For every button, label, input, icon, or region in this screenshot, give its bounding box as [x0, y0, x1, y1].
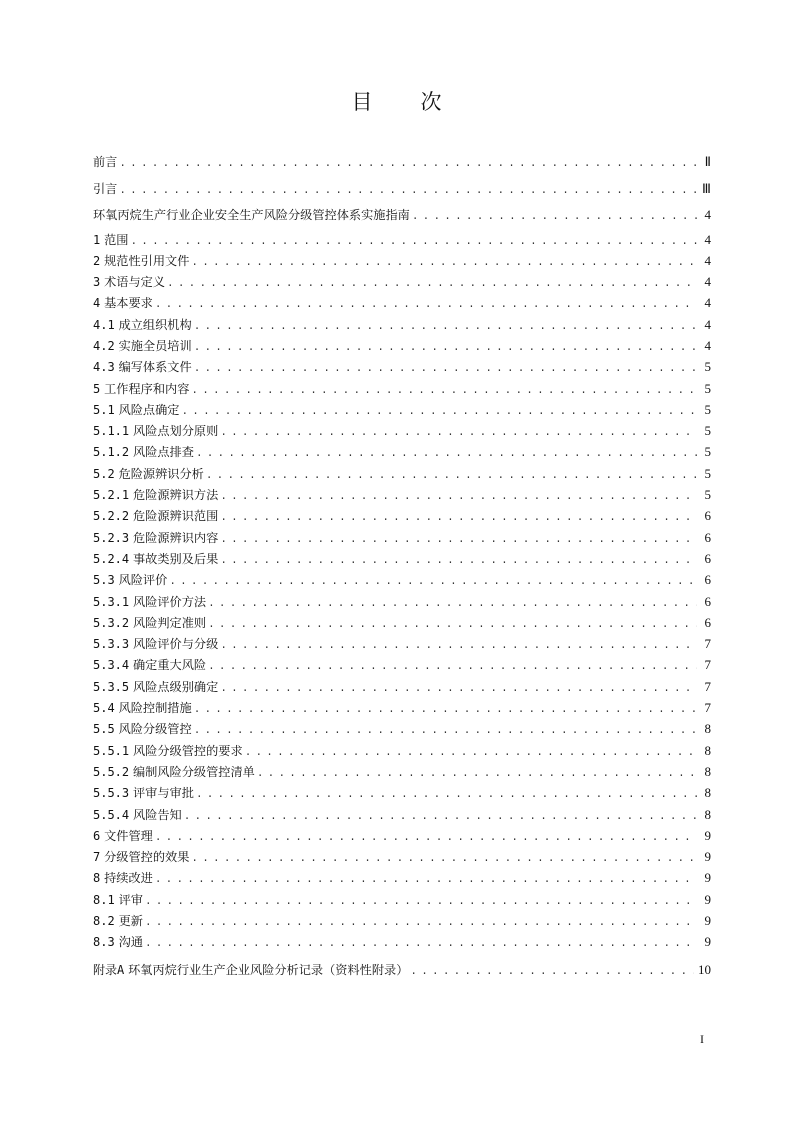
toc-entry-number: 5.2.4	[93, 551, 130, 566]
toc-entry-number: 5.1	[93, 402, 115, 417]
toc-entry[interactable]	[93, 697, 711, 718]
toc-entry-page: 6	[704, 572, 711, 588]
toc-entry-label	[93, 464, 204, 485]
toc-entry-label	[93, 655, 206, 676]
toc-entry-number: 5.3.5	[93, 679, 130, 694]
toc-entry-label	[93, 868, 153, 889]
toc-entry-page: 8	[704, 806, 711, 822]
toc-entry-label	[93, 783, 194, 804]
toc-entry[interactable]	[93, 202, 711, 229]
toc-entry-label	[93, 960, 408, 981]
toc-entry-page: 6	[704, 614, 711, 630]
dot-leader	[191, 253, 697, 274]
toc-entry-number: 5.3.4	[93, 658, 130, 673]
toc-entry-page: 4	[704, 207, 711, 222]
dot-leader	[220, 530, 697, 551]
toc-entry-page: 9	[704, 827, 711, 843]
dot-leader	[145, 913, 697, 934]
toc-entry-label	[93, 847, 189, 868]
toc-entry-label	[93, 400, 180, 421]
toc-entry-page: 5	[704, 423, 711, 439]
toc-entry-title: 事故类别及后果	[133, 551, 219, 566]
toc-entry-label	[93, 826, 153, 847]
toc-entry-page: 7	[704, 700, 711, 716]
toc-entry-number: 6	[93, 828, 101, 843]
toc-entry[interactable]	[93, 378, 711, 399]
toc-entry-page: 6	[704, 593, 711, 609]
toc-entry-title: 实施全员培训	[118, 338, 192, 353]
toc-entry-title: 沟通	[118, 935, 143, 950]
toc-entry-page: 6	[704, 508, 711, 524]
dot-leader	[184, 807, 697, 828]
toc-entry-page: 7	[704, 636, 711, 652]
toc-entry-label	[93, 421, 218, 442]
toc-entry-label	[93, 149, 117, 176]
toc-entry-label	[93, 528, 218, 549]
toc-entry-title: 规范性引用文件	[104, 253, 190, 268]
toc-entry[interactable]	[93, 548, 711, 569]
toc-entry-number: 5.1.2	[93, 445, 130, 460]
toc-entry[interactable]	[93, 463, 711, 484]
toc-entry-number: 5.5.2	[93, 764, 130, 779]
toc-entry-number: 8.1	[93, 892, 115, 907]
toc-entry[interactable]	[93, 718, 711, 739]
toc-entry[interactable]	[93, 612, 711, 633]
toc-entry-title: 评审	[118, 892, 143, 907]
toc-entry-label	[93, 202, 410, 229]
toc-entry-page: 4	[704, 252, 711, 268]
toc-entry-number: 5.3.2	[93, 615, 130, 630]
dot-leader	[145, 934, 697, 955]
dot-leader	[220, 551, 697, 572]
dot-leader	[145, 892, 697, 913]
toc-entry[interactable]	[93, 271, 711, 292]
toc-entry-label	[93, 506, 218, 527]
dot-leader	[220, 423, 697, 444]
toc-entry-title: 成立组织机构	[118, 317, 192, 332]
toc-entry[interactable]	[93, 356, 711, 377]
toc-entry-number: 5.2.3	[93, 530, 130, 545]
toc-entry-title: 危险源辨识范围	[133, 509, 219, 524]
toc-entry-label	[93, 230, 128, 251]
toc-entry-number: 5.5.3	[93, 786, 130, 801]
toc-entry-label	[93, 315, 192, 336]
toc-entry-title: 前言	[93, 155, 118, 169]
toc-entry[interactable]	[93, 959, 711, 980]
dot-leader	[220, 636, 697, 657]
toc-entry-title: 分级管控的效果	[104, 850, 190, 865]
toc-entry-title: 评审与审批	[133, 786, 194, 801]
toc-entry-page: 4	[704, 337, 711, 353]
toc-entry-label	[93, 442, 194, 463]
toc-entry-title: 风险分级管控的要求	[133, 743, 243, 758]
toc-entry-title: 风险点确定	[118, 402, 180, 417]
dot-leader	[220, 679, 697, 700]
toc-entry-title: 环氧丙烷行业生产企业风险分析记录（资料性附录）	[128, 962, 409, 977]
toc-entry-number: 5.3.1	[93, 594, 130, 609]
toc-entry[interactable]	[93, 335, 711, 356]
toc-entry[interactable]	[93, 740, 711, 761]
toc-entry-label	[93, 741, 243, 762]
toc-entry-number: 8	[93, 871, 101, 886]
toc-entry-number: 5.4	[93, 701, 115, 716]
toc-entry-page: Ⅱ	[704, 154, 711, 169]
toc-entry[interactable]	[93, 569, 711, 590]
toc-entry-page: Ⅲ	[702, 180, 711, 196]
toc-entry-page: 9	[704, 913, 711, 928]
toc-entry-title: 风险判定准则	[133, 615, 207, 630]
toc-entry-label	[93, 698, 192, 719]
toc-entry-title: 危险源辨识分析	[118, 466, 204, 481]
dot-leader	[196, 785, 697, 806]
dot-leader	[208, 657, 697, 678]
toc-entry-label	[93, 176, 117, 203]
toc-entry-number: 5.5	[93, 722, 115, 737]
toc-entry-title: 编写体系文件	[118, 360, 192, 375]
toc-entry-title: 范围	[104, 232, 129, 247]
toc-entry-page: 4	[704, 316, 711, 332]
toc-entry[interactable]	[93, 250, 711, 271]
toc-entry-page: 5	[704, 444, 711, 460]
toc-entry-number: 4.2	[93, 338, 115, 353]
dot-leader	[410, 962, 694, 983]
toc-entry-label	[93, 762, 255, 783]
title-char-2: 次	[420, 90, 442, 114]
toc-entry-page: 8	[704, 742, 711, 758]
toc-entry[interactable]	[93, 527, 711, 548]
dot-leader	[130, 232, 697, 253]
dot-leader	[182, 402, 698, 423]
toc-entry-page: 9	[704, 934, 711, 950]
toc-entry-number: 7	[93, 850, 101, 865]
toc-entry-number: 5.3	[93, 573, 115, 588]
toc-entry-page: 9	[704, 870, 711, 886]
toc-entry-title: 风险评价	[118, 573, 168, 588]
toc-entry-page: 8	[704, 721, 711, 737]
toc-entry-title: 文件管理	[104, 828, 153, 843]
toc-entry-number: 4.1	[93, 317, 115, 332]
toc-entry[interactable]	[93, 867, 711, 888]
toc-entry-page: 5	[704, 401, 711, 417]
dot-leader	[257, 764, 697, 785]
toc-entry-page: 10	[698, 961, 711, 977]
dot-leader	[155, 870, 697, 891]
toc-entry-page: 4	[704, 295, 711, 311]
toc-entry-title: 风险点划分原则	[133, 424, 219, 439]
toc-entry[interactable]	[93, 176, 711, 203]
toc-entry-page: 9	[704, 849, 711, 865]
toc-entry-title: 编制风险分级管控清单	[133, 764, 255, 779]
toc-entry-label	[93, 805, 182, 826]
toc-entry-page: 8	[704, 785, 711, 801]
toc-entry-page: 7	[704, 678, 711, 694]
toc-entry-label	[93, 634, 218, 655]
toc-entry-number: 附录A	[93, 962, 125, 977]
toc-entry-number: 4.3	[93, 360, 115, 375]
toc-entry-page: 4	[704, 231, 711, 247]
toc-entry-title: 基本要求	[104, 296, 153, 311]
toc-entry-label	[93, 570, 167, 591]
toc-entry-page: 5	[704, 359, 711, 375]
toc-entry[interactable]	[93, 889, 711, 910]
toc-entry-page: 6	[704, 529, 711, 545]
toc-entry-label	[93, 719, 192, 740]
toc-entry[interactable]	[93, 825, 711, 846]
toc-entry-label	[93, 336, 192, 357]
toc-entry-number: 5.3.3	[93, 637, 130, 652]
toc-entry-label	[93, 592, 206, 613]
toc-entry-number: 4	[93, 296, 101, 311]
dot-leader	[220, 487, 697, 508]
toc-entry-page: 5	[704, 465, 711, 481]
toc-entry-page: 5	[704, 487, 711, 503]
toc-entry[interactable]	[93, 399, 711, 420]
page-title	[0, 86, 793, 116]
dot-leader	[191, 381, 697, 402]
toc-entry-title: 持续改进	[104, 871, 153, 886]
toc-entry-number: 5.2.2	[93, 509, 130, 524]
toc-entry-number: 8.3	[93, 935, 115, 950]
dot-leader	[191, 849, 697, 870]
toc-entry-title: 风险控制措施	[118, 701, 192, 716]
dot-leader	[194, 317, 697, 338]
toc-entry-number: 1	[93, 232, 101, 247]
toc-entry-title: 术语与定义	[104, 275, 166, 290]
toc-entry-label	[93, 379, 189, 400]
toc-entry-label	[93, 890, 143, 911]
toc-entry-title: 环氧丙烷生产行业企业安全生产风险分级管控体系实施指南	[93, 208, 410, 222]
dot-leader	[220, 508, 697, 529]
toc-entry-label	[93, 293, 153, 314]
toc-entry-title: 工作程序和内容	[104, 381, 190, 396]
dot-leader	[208, 594, 697, 615]
toc-entry-number: 8.2	[93, 914, 115, 928]
dot-leader	[155, 828, 697, 849]
toc-entry[interactable]	[93, 761, 711, 782]
toc-entry-label	[93, 911, 143, 932]
dot-leader	[194, 721, 697, 742]
dot-leader	[119, 151, 697, 178]
dot-leader	[245, 743, 697, 764]
toc-entry[interactable]	[93, 633, 711, 654]
toc-entry-label	[93, 932, 143, 953]
toc-entry[interactable]	[93, 484, 711, 505]
title-char-1: 目	[351, 90, 373, 114]
dot-leader	[194, 359, 697, 380]
toc-entry-title: 风险评价与分级	[133, 637, 219, 652]
toc-entry-number: 5.5.1	[93, 743, 130, 758]
toc-entry-title: 引言	[93, 181, 118, 196]
dot-leader	[196, 444, 697, 465]
toc-entry-page: 9	[704, 891, 711, 907]
toc-entry-label	[93, 613, 206, 634]
toc-entry[interactable]	[93, 292, 711, 313]
toc-entry-number: 2	[93, 253, 101, 268]
toc-entry-page: 7	[704, 657, 711, 673]
toc-entry-title: 更新	[118, 914, 143, 928]
toc-entry[interactable]	[93, 441, 711, 462]
toc-entry-page: 6	[704, 550, 711, 566]
toc-entry-page: 8	[704, 763, 711, 779]
toc-entry-title: 风险告知	[133, 807, 182, 822]
toc-entry-label	[93, 677, 218, 698]
dot-leader	[169, 572, 697, 593]
toc-entry-number: 5.5.4	[93, 807, 130, 822]
toc-entry-number: 5.1.1	[93, 424, 130, 439]
dot-leader	[194, 700, 697, 721]
toc-entry[interactable]	[93, 782, 711, 803]
toc-entry[interactable]	[93, 676, 711, 697]
toc-entry-label	[93, 485, 218, 506]
toc-entry-title: 风险点排查	[133, 445, 194, 460]
toc-entry-label	[93, 549, 218, 570]
toc-entry[interactable]	[93, 505, 711, 526]
toc-entry-page: 4	[704, 274, 711, 290]
dot-leader	[412, 204, 697, 231]
toc-entry-title: 风险评价方法	[133, 594, 207, 609]
toc-entry-label	[93, 251, 189, 272]
toc-entry[interactable]	[93, 654, 711, 675]
toc-entry[interactable]	[93, 314, 711, 335]
toc-entry[interactable]	[93, 420, 711, 441]
toc-entry-title: 风险点级别确定	[133, 679, 219, 694]
dot-leader	[167, 274, 697, 295]
dot-leader	[206, 466, 697, 487]
toc-entry[interactable]	[93, 229, 711, 250]
toc-entry-label	[93, 357, 192, 378]
toc-entry-title: 确定重大风险	[133, 658, 207, 673]
toc-entry[interactable]	[93, 591, 711, 612]
dot-leader	[155, 295, 697, 316]
page-number: I	[700, 1032, 704, 1046]
table-of-contents	[93, 149, 711, 980]
toc-entry-page: 5	[704, 380, 711, 396]
toc-entry-label	[93, 272, 165, 293]
toc-entry-title: 危险源辨识内容	[133, 530, 219, 545]
dot-leader	[119, 178, 697, 205]
toc-entry[interactable]	[93, 910, 711, 931]
toc-entry-number: 5.2.1	[93, 488, 130, 503]
toc-entry[interactable]	[93, 804, 711, 825]
toc-entry-number: 5	[93, 381, 101, 396]
toc-entry-title: 风险分级管控	[118, 722, 192, 737]
dot-leader	[194, 338, 697, 359]
toc-entry-number: 3	[93, 275, 101, 290]
toc-entry[interactable]	[93, 931, 711, 952]
toc-entry[interactable]	[93, 149, 711, 176]
toc-entry-title: 危险源辨识方法	[133, 488, 219, 503]
toc-entry-number: 5.2	[93, 466, 115, 481]
toc-entry[interactable]	[93, 846, 711, 867]
dot-leader	[208, 615, 697, 636]
